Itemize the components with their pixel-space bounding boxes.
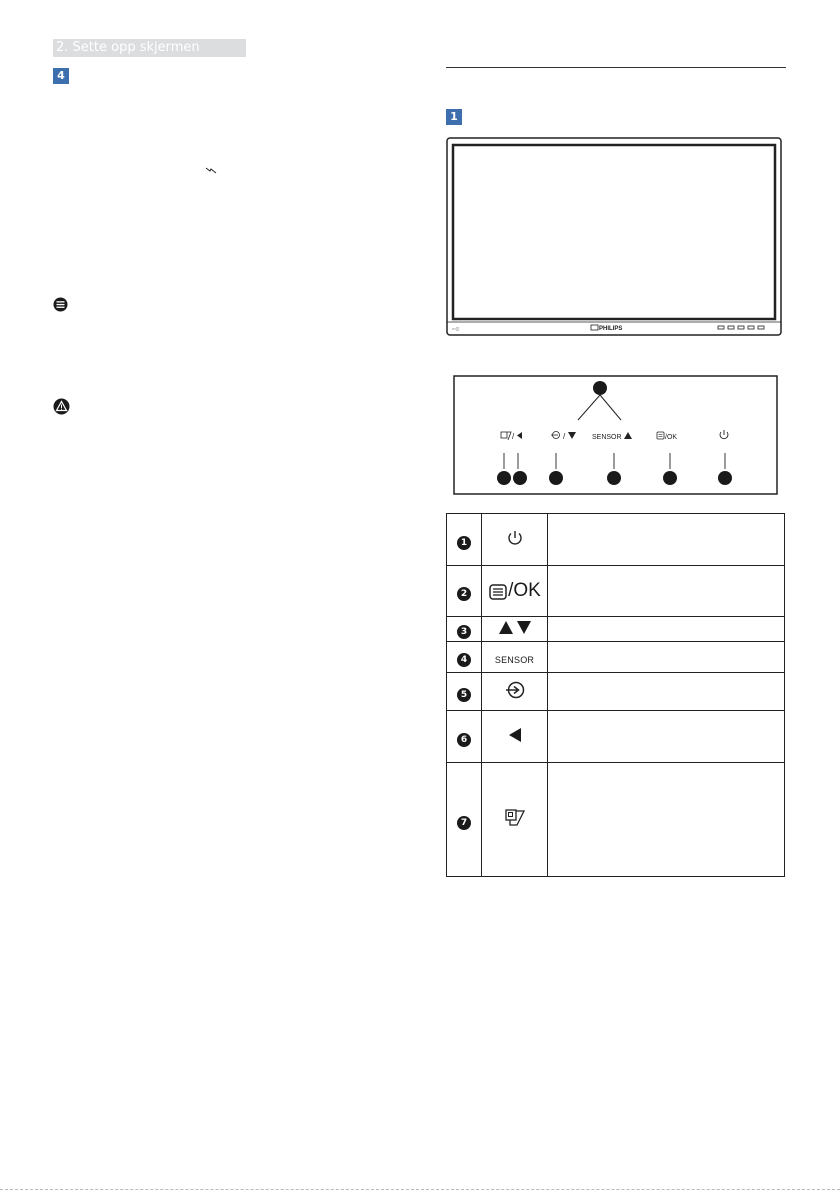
column-rule bbox=[446, 67, 786, 68]
row-number: 5 bbox=[457, 688, 471, 702]
power-icon bbox=[506, 529, 524, 547]
table-row bbox=[447, 642, 785, 673]
svg-text:▭◫: ▭◫ bbox=[452, 326, 460, 331]
row-description bbox=[548, 514, 785, 566]
row-description bbox=[548, 566, 785, 617]
row-description bbox=[548, 642, 785, 673]
row-number: 3 bbox=[457, 625, 471, 639]
row-description bbox=[548, 617, 785, 642]
row-number: 6 bbox=[457, 733, 471, 747]
table-row bbox=[447, 711, 785, 763]
step-badge-1: 1 bbox=[446, 109, 462, 125]
row-description bbox=[548, 763, 785, 877]
table-row bbox=[447, 566, 785, 617]
table-row bbox=[447, 763, 785, 877]
panel-label-sensor: SENSOR bbox=[592, 434, 622, 441]
up-down-arrows-icon bbox=[498, 619, 532, 635]
note-icon bbox=[53, 297, 68, 312]
sensor-icon: SENSOR bbox=[494, 654, 535, 665]
smartimage-icon bbox=[504, 808, 526, 828]
svg-text:/: / bbox=[512, 432, 515, 441]
menu-icon bbox=[488, 583, 508, 601]
table-row bbox=[447, 617, 785, 642]
row-number: 2 bbox=[457, 587, 471, 601]
row-number: 4 bbox=[457, 653, 471, 667]
panel-label-ok: /OK bbox=[665, 434, 678, 441]
input-icon bbox=[504, 680, 526, 700]
left-arrow-icon bbox=[507, 726, 523, 744]
row-description bbox=[548, 673, 785, 711]
table-row bbox=[447, 514, 785, 566]
monitor-brand: PHILIPS bbox=[599, 326, 623, 332]
section-title: 2. Sette opp skjermen bbox=[53, 39, 246, 57]
control-panel-diagram bbox=[453, 375, 778, 495]
monitor-illustration bbox=[446, 137, 782, 337]
svg-text:/: / bbox=[563, 432, 566, 441]
ok-label: /OK bbox=[508, 580, 541, 601]
lightning-bolt-icon bbox=[205, 164, 217, 176]
control-keys-table bbox=[446, 513, 785, 877]
warning-icon bbox=[53, 398, 70, 415]
row-number: 1 bbox=[457, 536, 471, 550]
table-row bbox=[447, 673, 785, 711]
row-description bbox=[548, 711, 785, 763]
step-badge-4: 4 bbox=[53, 68, 69, 84]
row-number: 7 bbox=[457, 816, 471, 830]
page-edge-dashed-line bbox=[0, 1189, 840, 1190]
